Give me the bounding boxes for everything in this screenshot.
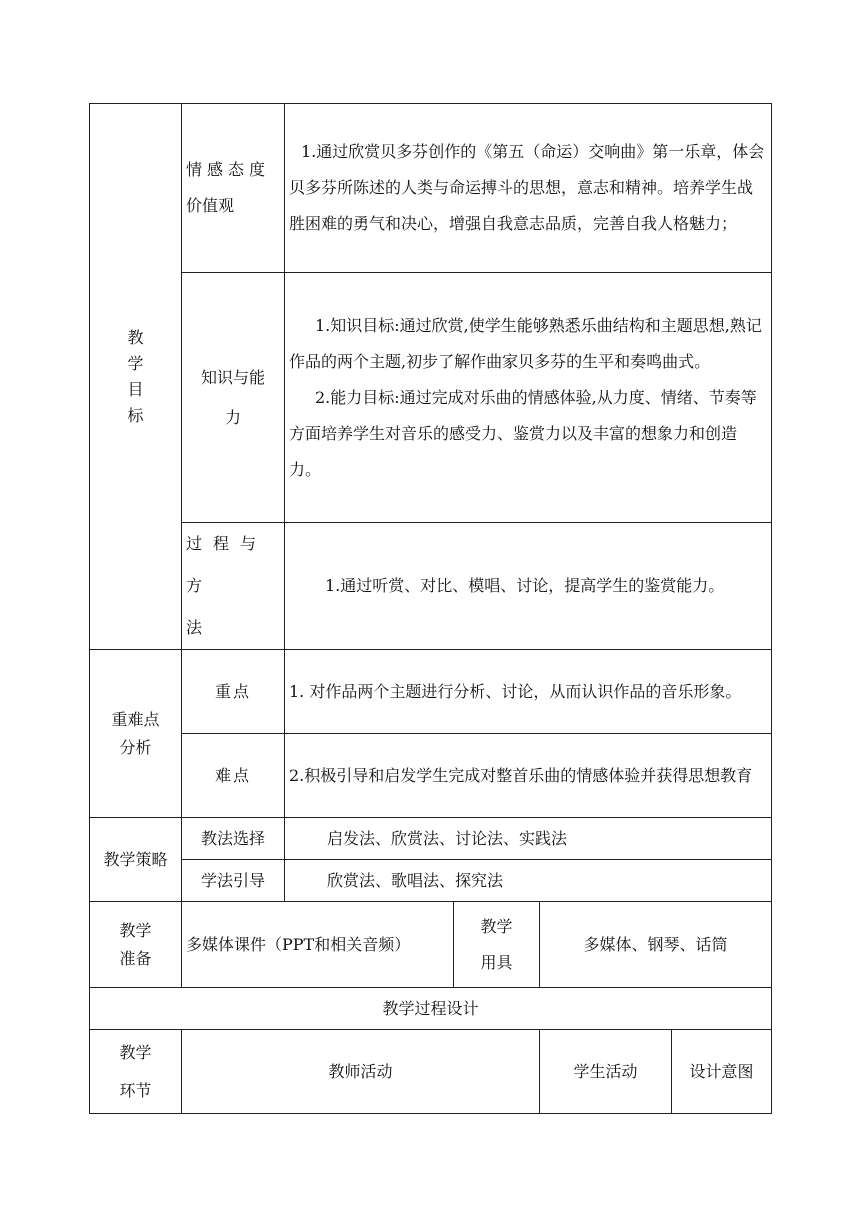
difficult-point-row (90, 734, 772, 818)
process-design-header-row (90, 1030, 772, 1114)
design-intent-header: 设计意图 (672, 1030, 772, 1114)
knowledge-label (182, 273, 285, 523)
emotion-label-line1: 情感态度 (186, 160, 271, 179)
key-point-row (90, 650, 772, 734)
emotion-label (182, 104, 285, 273)
teaching-goals-header (90, 104, 182, 650)
lesson-plan-table (89, 103, 772, 1114)
preparation-row (90, 902, 772, 988)
emotion-content (285, 104, 772, 273)
preparation-header-line1: 教学 (119, 920, 152, 940)
header-char: 教 (127, 327, 144, 347)
stage-header-line2: 环节 (119, 1080, 152, 1100)
study-row (90, 860, 772, 902)
analysis-header-line1: 重难点 (111, 709, 160, 729)
header-char: 目 (127, 379, 144, 399)
key-label: 重点 (182, 650, 285, 734)
tools-content: 多媒体、钢琴、话筒 (540, 902, 772, 988)
header-char: 标 (127, 405, 144, 425)
strategy-header: 教学策略 (90, 818, 182, 902)
key-content (285, 650, 772, 734)
process-label-line2: 法 (186, 618, 203, 637)
preparation-header-line2: 准备 (119, 948, 152, 968)
emotion-label-line2: 价值观 (186, 196, 235, 215)
preparation-content: 多媒体课件（PPT和相关音频） (182, 902, 454, 988)
method-content (285, 818, 772, 860)
study-label: 学法引导 (182, 860, 285, 902)
process-design-title-row (90, 988, 772, 1030)
emotion-content-text: 1.通过欣赏贝多芬创作的《第五（命运）交响曲》第一乐章，体会贝多芬所陈述的人类与命运搏斗的思想，意志和精神。培养学生战胜困难的勇气和决心，增强自我意志品质，完善自我人格魅力； (289, 142, 765, 233)
knowledge-label-line1: 知识与能 (200, 367, 265, 387)
process-content-text: 1.通过听赏、对比、模唱、讨论，提高学生的鉴赏能力。 (325, 576, 725, 595)
teacher-activity-header: 教师活动 (182, 1030, 540, 1114)
process-label-line1: 过程与方 (186, 534, 268, 595)
process-content (285, 523, 772, 650)
stage-column-header (90, 1030, 182, 1114)
difficult-label: 难点 (182, 734, 285, 818)
tools-label-line1: 教学 (480, 916, 513, 936)
knowledge-content (285, 273, 772, 523)
difficult-content (285, 734, 772, 818)
study-content (285, 860, 772, 902)
goal-knowledge-row (90, 273, 772, 523)
analysis-header-line2: 分析 (119, 737, 152, 757)
tools-label-line2: 用具 (480, 952, 513, 972)
analysis-header (90, 650, 182, 818)
goal-process-row (90, 523, 772, 650)
tools-label (454, 902, 540, 988)
method-label: 教法选择 (182, 818, 285, 860)
key-content-text: 1. 对作品两个主题进行分析、讨论，从而认识作品的音乐形象。 (289, 681, 742, 701)
process-label (182, 523, 285, 650)
student-activity-header: 学生活动 (540, 1030, 672, 1114)
study-content-text: 欣赏法、歌唱法、探究法 (327, 870, 504, 890)
process-design-title: 教学过程设计 (90, 988, 772, 1030)
difficult-content-text: 2.积极引导和启发学生完成对整首乐曲的情感体验并获得思想教育 (289, 765, 753, 785)
knowledge-label-line2: 力 (224, 407, 241, 427)
method-row (90, 818, 772, 860)
goal-emotion-row (90, 104, 772, 273)
preparation-header (90, 902, 182, 988)
knowledge-content-1: 1.知识目标:通过欣赏,使学生能够熟悉乐曲结构和主题思想,熟记作品的两个主题,初步了解作曲家贝多芬的生平和奏鸣曲式。 (289, 315, 762, 371)
method-content-text: 启发法、欣赏法、讨论法、实践法 (327, 828, 568, 848)
header-char: 学 (127, 353, 144, 373)
knowledge-content-2: 2.能力目标:通过完成对乐曲的情感体验,从力度、情绪、节奏等方面培养学生对音乐的感受力、鉴赏力以及丰富的想象力和创造力。 (289, 387, 757, 479)
stage-header-line1: 教学 (119, 1042, 152, 1062)
